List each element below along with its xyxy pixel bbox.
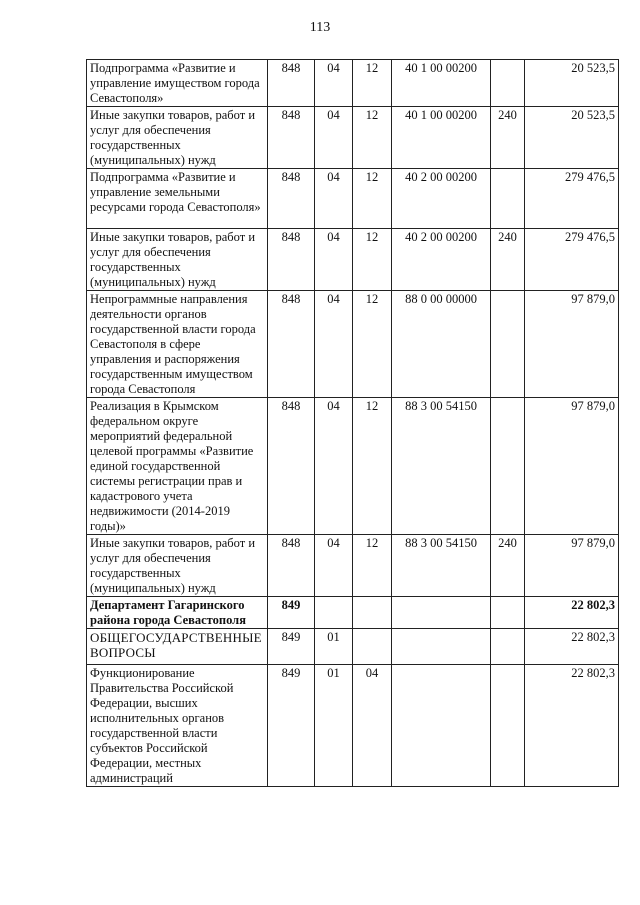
- item-name-cell: Реализация в Крымском федеральном округе мероприятий федеральной целевой программы «Развитие единой государственной системы регистрации прав и кадастрового учета недвижимости (2014-2019 годы)»: [87, 398, 268, 535]
- expense-type-cell: 240: [491, 535, 525, 597]
- table-row: [87, 107, 619, 169]
- target-article-cell: [392, 665, 491, 787]
- target-article-cell: 40 1 00 00200: [392, 60, 491, 107]
- department-code-cell: 848: [268, 60, 315, 107]
- expense-type-cell: [491, 597, 525, 629]
- department-code-cell: 848: [268, 535, 315, 597]
- department-code-cell: 848: [268, 398, 315, 535]
- table-body: [87, 60, 619, 787]
- expense-type-cell: [491, 629, 525, 665]
- subsection-code-cell: [353, 597, 392, 629]
- expense-type-cell: 240: [491, 229, 525, 291]
- section-code-cell: 04: [315, 60, 353, 107]
- item-name-cell: Департамент Гагаринского района города Севастополя: [87, 597, 268, 629]
- expense-type-cell: 240: [491, 107, 525, 169]
- amount-cell: 279 476,5: [525, 229, 619, 291]
- item-name-cell: ОБЩЕГОСУДАРСТВЕННЫЕ ВОПРОСЫ: [87, 629, 268, 665]
- table-row: [87, 535, 619, 597]
- table-row: [87, 291, 619, 398]
- table-row: [87, 665, 619, 787]
- expense-type-cell: [491, 291, 525, 398]
- amount-cell: 22 802,3: [525, 665, 619, 787]
- department-code-cell: 848: [268, 291, 315, 398]
- amount-cell: 22 802,3: [525, 629, 619, 665]
- table-row: [87, 60, 619, 107]
- section-code-cell: 04: [315, 535, 353, 597]
- department-code-cell: 848: [268, 169, 315, 229]
- subsection-code-cell: 12: [353, 169, 392, 229]
- department-code-cell: 849: [268, 597, 315, 629]
- item-name-cell: Иные закупки товаров, работ и услуг для обеспечения государственных (муниципальных) нужд: [87, 535, 268, 597]
- page-number: 113: [309, 20, 331, 35]
- expense-type-cell: [491, 60, 525, 107]
- table-row: [87, 597, 619, 629]
- section-code-cell: 04: [315, 169, 353, 229]
- section-code-cell: 01: [315, 629, 353, 665]
- item-name-cell: Иные закупки товаров, работ и услуг для обеспечения государственных (муниципальных) нужд: [87, 107, 268, 169]
- budget-table: [86, 59, 619, 787]
- table-row: [87, 398, 619, 535]
- amount-cell: 279 476,5: [525, 169, 619, 229]
- item-name-cell: Иные закупки товаров, работ и услуг для обеспечения государственных (муниципальных) нужд: [87, 229, 268, 291]
- subsection-code-cell: 12: [353, 107, 392, 169]
- amount-cell: 22 802,3: [525, 597, 619, 629]
- subsection-code-cell: 04: [353, 665, 392, 787]
- section-code-cell: 04: [315, 291, 353, 398]
- table-row: [87, 169, 619, 229]
- subsection-code-cell: 12: [353, 535, 392, 597]
- target-article-cell: 88 3 00 54150: [392, 535, 491, 597]
- table-row: [87, 629, 619, 665]
- amount-cell: 97 879,0: [525, 291, 619, 398]
- amount-cell: 20 523,5: [525, 107, 619, 169]
- target-article-cell: 40 2 00 00200: [392, 229, 491, 291]
- section-code-cell: [315, 597, 353, 629]
- table-row: [87, 229, 619, 291]
- subsection-code-cell: 12: [353, 291, 392, 398]
- subsection-code-cell: 12: [353, 398, 392, 535]
- target-article-cell: 40 1 00 00200: [392, 107, 491, 169]
- subsection-code-cell: 12: [353, 229, 392, 291]
- department-code-cell: 849: [268, 665, 315, 787]
- section-code-cell: 04: [315, 229, 353, 291]
- amount-cell: 97 879,0: [525, 398, 619, 535]
- section-code-cell: 01: [315, 665, 353, 787]
- department-code-cell: 849: [268, 629, 315, 665]
- item-name-cell: Функционирование Правительства Российской Федерации, высших исполнительных органов государственной власти субъектов Российской Федерации, местных администраций: [87, 665, 268, 787]
- subsection-code-cell: [353, 629, 392, 665]
- target-article-cell: 88 0 00 00000: [392, 291, 491, 398]
- department-code-cell: 848: [268, 229, 315, 291]
- amount-cell: 20 523,5: [525, 60, 619, 107]
- target-article-cell: [392, 629, 491, 665]
- expense-type-cell: [491, 398, 525, 535]
- item-name-cell: Непрограммные направления деятельности органов государственной власти города Севастополя в сфере управления и распоряжения государственным имуществом города Севастополя: [87, 291, 268, 398]
- target-article-cell: [392, 597, 491, 629]
- section-code-cell: 04: [315, 398, 353, 535]
- target-article-cell: 88 3 00 54150: [392, 398, 491, 535]
- department-code-cell: 848: [268, 107, 315, 169]
- expense-type-cell: [491, 665, 525, 787]
- section-code-cell: 04: [315, 107, 353, 169]
- amount-cell: 97 879,0: [525, 535, 619, 597]
- subsection-code-cell: 12: [353, 60, 392, 107]
- item-name-cell: Подпрограмма «Развитие и управление земельными ресурсами города Севастополя»: [87, 169, 268, 229]
- target-article-cell: 40 2 00 00200: [392, 169, 491, 229]
- expense-type-cell: [491, 169, 525, 229]
- item-name-cell: Подпрограмма «Развитие и управление имуществом города Севастополя»: [87, 60, 268, 107]
